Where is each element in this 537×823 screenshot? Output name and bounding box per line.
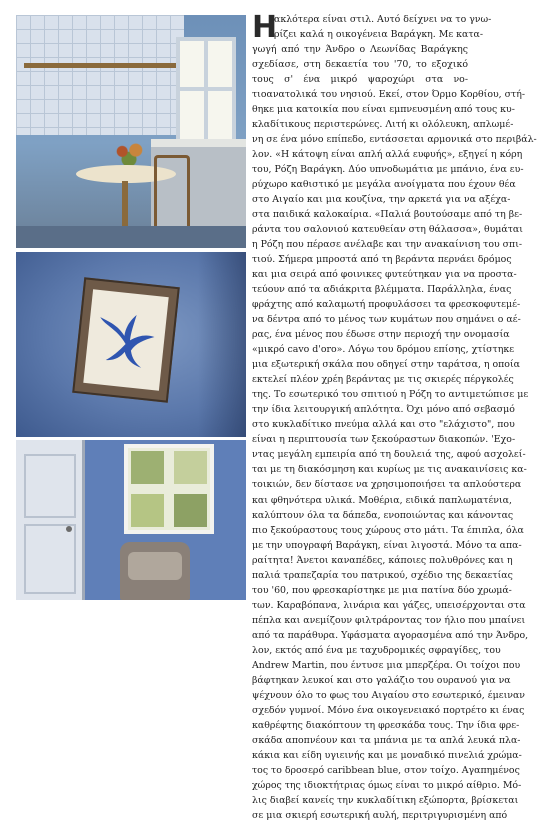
garden-window: [124, 444, 214, 534]
bird-print: [83, 289, 168, 390]
article-line: ραίτητα! Άνετοι καναπέδες, κάποιες πολυθρόνες και η: [252, 554, 513, 566]
article-line: μια εξωτερική σκάλα που οδηγεί στην ταράτσα, η οποία: [252, 359, 520, 371]
white-door: [16, 440, 85, 600]
wall-shadow: [198, 252, 246, 437]
article-line: λις διαβεί κανείς την κυκλαδίτικη εξώπορτα, βρίσκεται: [252, 794, 519, 806]
article-line: ρίζει καλά η οικογένεια Βαράγκη. Με κατα-: [274, 29, 484, 41]
article-line: ακλότερα είναι στιλ. Αυτό δείχνει να το γνω-: [274, 14, 492, 25]
article-line: θηκε μια κατοικία που είναι εμπνευσμένη από τους κυ-: [252, 104, 515, 116]
window-pane: [131, 451, 164, 484]
article-line: ράντα του σαλονιού κατευθείαν στη θάλασσα», θυμάται: [252, 224, 523, 236]
article-line: ρας, ένα μένος που έδωσε στην περιοχή την ονομασία: [252, 329, 510, 341]
article-line: και μια σειρά από φοινικες φυτεύτηκαν για να προστα-: [252, 269, 517, 281]
article-line: λον. «Η κάτοψη είναι απλή αλλά ευφυής», εξηγεί η κόρη: [252, 149, 523, 161]
article-line: βάφτηκαν λευκοί και στο γαλάζιο του ουρανού για να: [252, 674, 511, 686]
armchair: [120, 542, 190, 600]
article-lines: [252, 12, 537, 823]
article-body: [252, 10, 537, 821]
kitchen-window: [176, 37, 236, 145]
article-line: ψέχνουν όλο το φως του Αιγαίου στο εσωτερικό, έμειναν: [252, 689, 525, 701]
window-pane: [131, 494, 164, 527]
article-line: τοικιών, δεν δίστασε να χρησιμοποιήσει τα απλούστερα: [252, 479, 522, 491]
article-line: στο Αιγαίο και μια κουζίνα, την αρκετά για να αξέχα-: [252, 194, 511, 206]
article-line: του '60, που φρεσκαρίστηκε με μια πατίνα δύο χρωμά-: [252, 584, 512, 596]
article-line: κάκια και είδη υγιεινής και με μοναδικό πινελιά χρώμα-: [252, 749, 522, 761]
article-line: τεύουν από τα αδιάκριτα βλέμματα. Παράλληλα, ένας: [252, 284, 512, 296]
article-line: είναι η περιπτουσία των ξεκούραστων διακοπών. 'Εχο-: [252, 434, 516, 446]
article-line: την ίδια λειτουργική απλότητα. Όχι μόνο από σεβασμό: [252, 404, 515, 416]
article-line: «μικρό cavo d'oro». Λόγω του δρόμου επίσης, χτίστηκε: [252, 344, 515, 356]
window-pane: [174, 451, 207, 484]
article-line: παλιά τραπεζαρία του πατρικού, σχέδιο της δεκαετίας: [252, 569, 513, 581]
article-line: καλύπτουν όλα τα δάπεδα, ενοποιώντας και κάνοντας: [252, 509, 514, 521]
article-line: πιο ξεκούραστους τους χώρους στο μάτι. Τα έπιπλα, όλα: [252, 524, 524, 536]
article-line: πέπλα και ανεμίζουν φιλτράροντας τον ήλιο που μπαίνει: [252, 614, 526, 626]
article-line: φράχτης από καλαμωτή προφυλάσσει τα φρεσκοφυτεμέ-: [252, 299, 521, 311]
door-panel: [24, 454, 76, 518]
article-line: κλαδίτικους περιστερώνες. Λιτή κι ολόλευκη, απλωμέ-: [252, 119, 514, 131]
article-line: Andrew Martin, που έντυσε μια μπερζέρα. Οι τοίχοι που: [252, 659, 521, 671]
tiled-wall: [16, 15, 184, 135]
article-line: των. Καραβόπανα, λινάρια και γάζες, υπεισέρχονται στα: [252, 599, 526, 611]
article-line: χώρος της ιδιοκτήτριας όμως είναι το μικρό αίθριο. Μό-: [252, 779, 522, 791]
article-line: με την υπογραφή Βαράγκη, είναι λιγοστά. Μόνο τα απα-: [252, 539, 522, 551]
bird-icon: [91, 307, 161, 373]
kitchen-photo: [16, 15, 246, 248]
framed-print-photo: [16, 252, 246, 437]
article-line: εκτελεί πλέον χρέη βεράντας με τις σκιερές πέργκολές: [252, 374, 514, 386]
drop-cap: Η: [252, 10, 278, 45]
article-line: του, Ρόζη Βαράγκη. Δύο υπνοδωμάτια με μπάνιο, ένα ευ-: [252, 164, 524, 176]
article-line: στα παιδικά καλοκαίρια. «Παλιά βουτούσαμε από τη βε-: [252, 209, 523, 221]
window-pane: [174, 494, 207, 527]
wooden-shelf: [24, 63, 184, 68]
article-line: ται με τη διακόσμηση και κυρίως με τις ανακαινίσεις κα-: [252, 464, 527, 476]
article-line: σχεδόν γυμνοί. Μόνο ένα οικογενειακό πορτρέτο κι ένας: [252, 704, 525, 716]
article-line: τιού. Σήμερα μπροστά από τη βεράντα περνάει δρόμος: [252, 254, 512, 266]
article-line: η Ρόζη που πέρασε ανέλαβε και την ανακαίνιση του σπι-: [252, 239, 523, 251]
doorway-photo: [16, 440, 246, 600]
article-line: σε μια σκιερή εσωτερική αυλή, περιτριγυρισμένη από: [252, 809, 508, 821]
article-line: τους σ' ένα μικρό ψαροχώρι στα νο-: [252, 74, 468, 86]
floor: [16, 226, 246, 248]
picture-frame: [72, 277, 180, 402]
article-line: νη σε ένα μόνο επίπεδο, εντάσσεται αρμονικά στο περιβάλ-: [252, 134, 537, 146]
article-line: ρύχωρο καθιστικό με μεγάλα ανοίγματα που έχουν θέα: [252, 179, 516, 191]
flower-vase: [112, 141, 146, 167]
article-line: να δέντρα από το μένος των κυμάτων που σημάνει ο αέ-: [252, 314, 521, 326]
article-line: της. Το εσωτερικό του σπιτιού η Ρόζη το αντιμετώπισε με: [252, 389, 529, 401]
article-line: τος το δροσερό caribbean blue, στον τοίχο. Αγαπημένος: [252, 764, 520, 776]
article-line: στο κυκλαδίτικο πνεύμα αλλά και στο "ελάχιστο", που: [252, 419, 515, 431]
article-line: από τα παράθυρα. Υφάσματα αγορασμένα από την Άνδρο,: [252, 629, 529, 641]
article-line: γωγή από την Άνδρο ο Λεωνίδας Βαράγκης: [252, 44, 468, 56]
article-line: καθρέφτης διακόπτουν τη φρεσκάδα τους. Την ίδια φρε-: [252, 719, 520, 731]
article-line: λον, εκτός από ένα με ταχυδρομικές σφραγίδες, του: [252, 644, 501, 656]
door-panel: [24, 524, 76, 594]
article-line: σκάδα αποπνέουν και τα μπάνια με τα απλά λευκά πλα-: [252, 734, 521, 746]
article-line: σχεδίασε, στη δεκαετία του '70, το εξοχικό: [252, 59, 468, 71]
article-line: ντας μεγάλη εμπειρία από τη δουλειά της, αφού ασχολεί-: [252, 449, 526, 461]
article-line: τιοανατολικά του νησιού. Εκεί, στον Όρμο Κορθίου, στή-: [252, 89, 526, 101]
article-line: και φθηνότερα υλικά. Μοθέρια, ειδικά παπλωματένια,: [252, 494, 512, 506]
door-knob: [66, 526, 72, 532]
